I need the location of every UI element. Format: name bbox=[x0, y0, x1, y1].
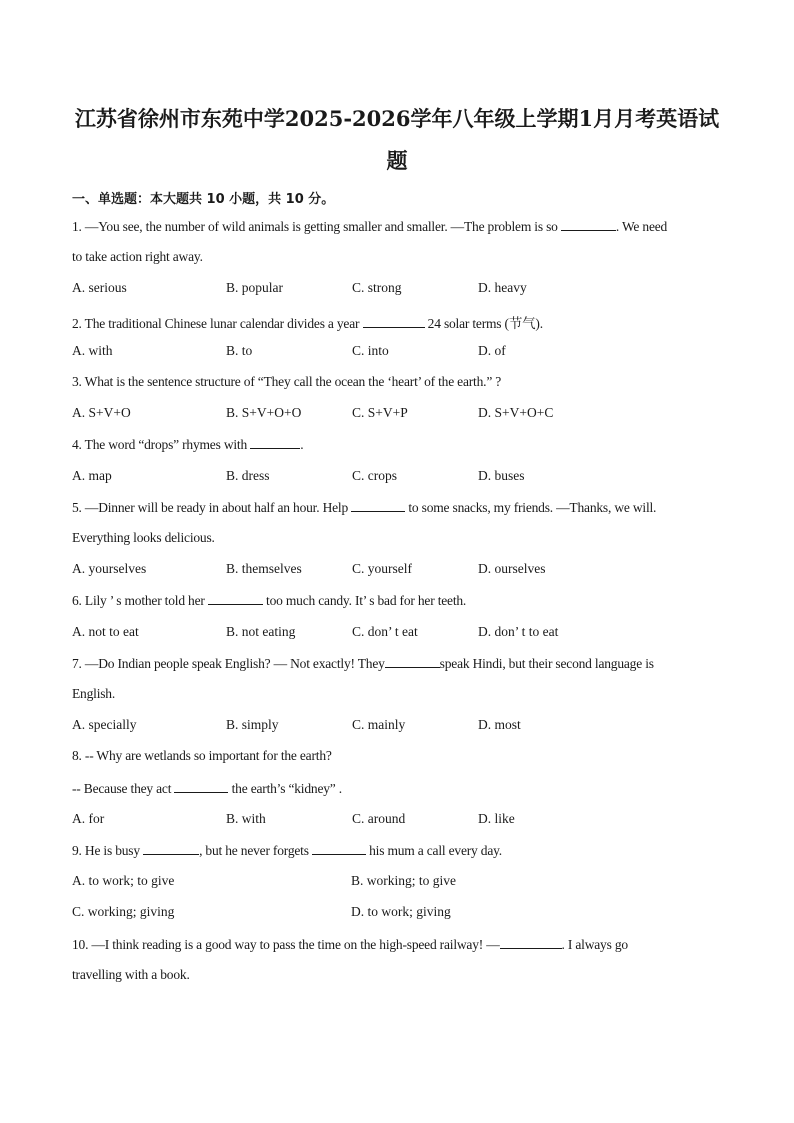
question-5-line-1: 5. —Dinner will be ready in about half an hour. Help to some snacks, my friends. —Thanks, we will. bbox=[72, 500, 657, 515]
question-8-option-c[interactable]: C. around bbox=[352, 811, 406, 826]
answer-blank[interactable] bbox=[143, 842, 199, 855]
question-10-line-2: travelling with a book. bbox=[72, 967, 190, 982]
question-3-option-c[interactable]: C. S+V+P bbox=[352, 405, 408, 420]
question-7-line-2: English. bbox=[72, 686, 116, 701]
question-4-option-c[interactable]: C. crops bbox=[352, 468, 397, 483]
question-6-option-b[interactable]: B. not eating bbox=[226, 624, 296, 639]
question-9-line-1: 9. He is busy , but he never forgets his mum a call every day. bbox=[72, 843, 502, 858]
question-3-option-d[interactable]: D. S+V+O+C bbox=[478, 405, 554, 420]
question-1-option-c[interactable]: C. strong bbox=[352, 280, 402, 295]
question-7-option-c[interactable]: C. mainly bbox=[352, 717, 406, 732]
question-7-option-d[interactable]: D. most bbox=[478, 717, 521, 732]
question-9-option-c[interactable]: C. working; giving bbox=[72, 904, 175, 919]
answer-blank[interactable] bbox=[174, 780, 228, 793]
question-8-line-1: 8. -- Why are wetlands so important for the earth? bbox=[72, 748, 332, 763]
question-6-line-1: 6. Lily ’ s mother told her too much candy. It’ s bad for her teeth. bbox=[72, 593, 467, 608]
question-3-line-1: 3. What is the sentence structure of “They call the ocean the ‘heart’ of the earth.” ? bbox=[72, 374, 502, 389]
question-2-line-1: 2. The traditional Chinese lunar calendar divides a year 24 solar terms (节气). bbox=[72, 316, 543, 331]
question-1-option-d[interactable]: D. heavy bbox=[478, 280, 527, 295]
question-2-option-b[interactable]: B. to bbox=[226, 343, 253, 358]
question-7-option-a[interactable]: A. specially bbox=[72, 717, 137, 732]
section-header: 一、单选题：本大题共 10 小题，共 10 分。 bbox=[72, 192, 335, 207]
question-9-option-a[interactable]: A. to work; to give bbox=[72, 873, 175, 888]
question-6-option-a[interactable]: A. not to eat bbox=[72, 624, 139, 639]
question-5-option-c[interactable]: C. yourself bbox=[352, 561, 412, 576]
question-7-line-1: 7. —Do Indian people speak English? — Not exactly! They speak Hindi, but their second language is bbox=[72, 656, 654, 671]
question-10-line-1: 10. —I think reading is a good way to pass the time on the high-speed railway! — . I always go bbox=[72, 937, 628, 952]
question-8-option-a[interactable]: A. for bbox=[72, 811, 105, 826]
question-5-line-2: Everything looks delicious. bbox=[72, 530, 215, 545]
answer-blank[interactable] bbox=[385, 655, 440, 668]
question-5-option-d[interactable]: D. ourselves bbox=[478, 561, 546, 576]
question-2-option-c[interactable]: C. into bbox=[352, 343, 389, 358]
question-3-option-b[interactable]: B. S+V+O+O bbox=[226, 405, 302, 420]
question-9-option-d[interactable]: D. to work; giving bbox=[351, 904, 451, 919]
question-1-line-2: to take action right away. bbox=[72, 249, 203, 264]
question-3-option-a[interactable]: A. S+V+O bbox=[72, 405, 131, 420]
question-8-option-d[interactable]: D. like bbox=[478, 811, 515, 826]
question-4-option-d[interactable]: D. buses bbox=[478, 468, 525, 483]
question-8-option-b[interactable]: B. with bbox=[226, 811, 266, 826]
question-6-option-d[interactable]: D. don’ t to eat bbox=[478, 624, 559, 639]
question-4-option-a[interactable]: A. map bbox=[72, 468, 112, 483]
exam-title-line-1: 江苏省徐州市东苑中学2025-2026学年八年级上学期1月月考英语试 bbox=[74, 106, 720, 131]
question-2-option-d[interactable]: D. of bbox=[478, 343, 506, 358]
question-6-option-c[interactable]: C. don’ t eat bbox=[352, 624, 418, 639]
answer-blank[interactable] bbox=[363, 315, 425, 328]
question-5-option-b[interactable]: B. themselves bbox=[226, 561, 302, 576]
question-4-option-b[interactable]: B. dress bbox=[226, 468, 270, 483]
exam-title-line-2: 题 bbox=[386, 148, 408, 173]
question-4-line-1: 4. The word “drops” rhymes with . bbox=[72, 437, 304, 452]
answer-blank[interactable] bbox=[351, 499, 405, 512]
question-9-option-b[interactable]: B. working; to give bbox=[351, 873, 456, 888]
question-1-line-1: 1. —You see, the number of wild animals is getting smaller and smaller. —The problem is so . We need bbox=[72, 219, 668, 234]
answer-blank[interactable] bbox=[250, 436, 300, 449]
question-1-option-b[interactable]: B. popular bbox=[226, 280, 283, 295]
question-2-option-a[interactable]: A. with bbox=[72, 343, 113, 358]
question-7-option-b[interactable]: B. simply bbox=[226, 717, 279, 732]
answer-blank[interactable] bbox=[561, 218, 616, 231]
answer-blank[interactable] bbox=[208, 592, 263, 605]
question-8-line-2: -- Because they act the earth’s “kidney” . bbox=[72, 781, 342, 796]
answer-blank[interactable] bbox=[312, 842, 366, 855]
question-1-option-a[interactable]: A. serious bbox=[72, 280, 127, 295]
answer-blank[interactable] bbox=[500, 936, 562, 949]
question-5-option-a[interactable]: A. yourselves bbox=[72, 561, 147, 576]
